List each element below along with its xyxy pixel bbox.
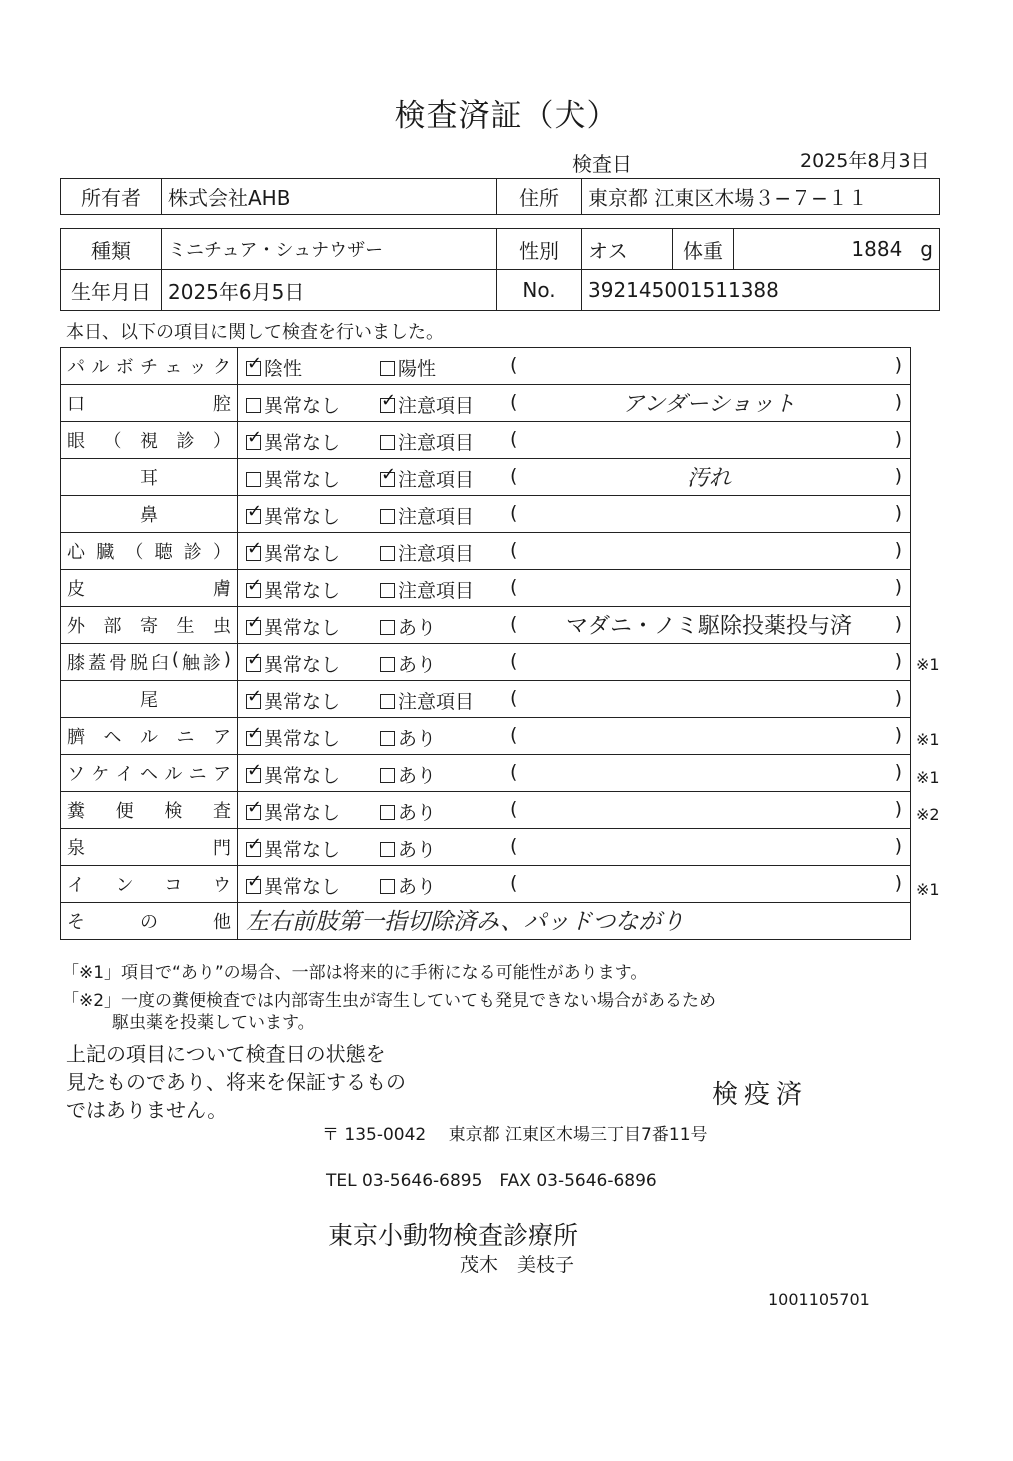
dob-label: 生年月日 <box>61 270 162 311</box>
option-2-label: あり <box>398 876 437 898</box>
checkbox-icon[interactable] <box>380 657 395 672</box>
exam-item-label <box>61 792 238 829</box>
exam-item-text: 耳 <box>140 468 158 489</box>
exam-item-text: 心 臓 （ 聴 診 ） <box>67 542 231 563</box>
paren-open: ( <box>510 724 518 746</box>
footnote-2a: 「※2」一度の糞便検査では内部寄生虫が寄生していても発見できない場合があるため <box>62 991 717 1011</box>
checkbox-icon[interactable] <box>380 768 395 783</box>
exam-row <box>61 348 911 385</box>
option-1-label: 異常なし <box>264 691 341 713</box>
checkbox-icon[interactable] <box>246 546 261 561</box>
option-2[interactable] <box>380 798 436 825</box>
checkbox-icon[interactable] <box>246 583 261 598</box>
exam-note: アンダーショット <box>622 392 796 417</box>
exam-row <box>61 533 911 570</box>
page-title: 検査済証（犬） <box>394 98 619 134</box>
paren-open: ( <box>510 428 518 450</box>
exam-options <box>238 570 911 607</box>
footnote-marker: ※1 <box>916 767 940 787</box>
option-2-label: あり <box>398 802 437 824</box>
option-2[interactable] <box>380 428 474 455</box>
exam-item-text: イ ン コ ウ <box>67 875 231 896</box>
checkbox-icon[interactable] <box>246 361 261 376</box>
option-1[interactable] <box>246 465 340 492</box>
option-1[interactable] <box>246 835 340 862</box>
exam-item-label <box>61 755 238 792</box>
other-note-cell <box>238 903 911 940</box>
exam-item-label <box>61 718 238 755</box>
option-2[interactable] <box>380 502 474 529</box>
option-2-label: 注意項目 <box>398 395 475 417</box>
option-2[interactable] <box>380 835 436 862</box>
paren-open: ( <box>510 835 518 857</box>
checkbox-icon[interactable] <box>380 694 395 709</box>
option-1-label: 異常なし <box>264 580 341 602</box>
checkbox-icon[interactable] <box>246 657 261 672</box>
exam-item-text: 外 部 寄 生 虫 <box>67 616 231 637</box>
paren-close: ) <box>894 687 902 709</box>
exam-options <box>238 607 911 644</box>
checkbox-icon[interactable] <box>380 398 395 413</box>
footnote-1: 「※1」項目で“あり”の場合、一部は将来的に手術になる可能性があります。 <box>62 963 648 983</box>
paren-close: ) <box>894 391 902 413</box>
paren-open: ( <box>510 391 518 413</box>
sex-label: 性別 <box>497 229 582 270</box>
option-1-label: 異常なし <box>264 617 341 639</box>
exam-row <box>61 422 911 459</box>
exam-row <box>61 570 911 607</box>
exam-row <box>61 681 911 718</box>
clinic-name: 東京小動物検査診療所 <box>328 1221 579 1250</box>
option-1-label: 異常なし <box>264 802 341 824</box>
exam-row <box>61 644 911 681</box>
exam-item-text: ソ ケ イ ヘ ル ニ ア <box>67 764 231 785</box>
paren-close: ) <box>894 576 902 598</box>
exam-item-label <box>61 496 238 533</box>
checkbox-icon[interactable] <box>380 731 395 746</box>
exam-options <box>238 829 911 866</box>
option-1-label: 異常なし <box>264 728 341 750</box>
option-2-label: 注意項目 <box>398 691 475 713</box>
checkbox-icon[interactable] <box>380 583 395 598</box>
exam-item-label <box>61 681 238 718</box>
footnote-marker: ※1 <box>916 730 940 749</box>
checkbox-icon[interactable] <box>246 472 261 487</box>
checkbox-icon[interactable] <box>246 879 261 894</box>
option-1-label: 異常なし <box>264 432 341 454</box>
exam-item-label <box>61 533 238 570</box>
exam-options <box>238 348 911 385</box>
exam-item-label <box>61 644 238 681</box>
checkbox-icon[interactable] <box>246 768 261 783</box>
option-1-label: 異常なし <box>264 839 341 861</box>
paren-close: ) <box>894 798 902 820</box>
paren-open: ( <box>510 798 518 820</box>
option-2-label: 注意項目 <box>398 506 475 528</box>
exam-options <box>238 681 911 718</box>
exam-item-label <box>61 385 238 422</box>
checkbox-icon[interactable] <box>246 435 261 450</box>
checkbox-icon[interactable] <box>380 805 395 820</box>
exam-row <box>61 718 911 755</box>
exam-date: 2025年8月3日 <box>800 150 930 172</box>
address-value: 東京都 江東区木場３−７−１１ <box>582 179 940 215</box>
checkbox-icon[interactable] <box>246 842 261 857</box>
paren-close: ) <box>894 354 902 376</box>
exam-item-label <box>61 607 238 644</box>
paren-close: ) <box>894 613 902 635</box>
option-2[interactable] <box>380 724 436 751</box>
option-2-label: あり <box>398 839 437 861</box>
exam-item-text: 糞 便 検 査 <box>67 801 231 822</box>
option-2-label: 陽性 <box>398 358 437 380</box>
option-1[interactable] <box>246 872 340 899</box>
checkbox-icon[interactable] <box>380 546 395 561</box>
paren-close: ) <box>894 650 902 672</box>
option-1[interactable] <box>246 613 340 640</box>
option-2-label: あり <box>398 654 437 676</box>
option-2-label: あり <box>398 728 437 750</box>
exam-grid <box>60 347 911 940</box>
owner-table <box>60 178 940 215</box>
paren-open: ( <box>510 761 518 783</box>
option-2[interactable] <box>380 872 436 899</box>
paren-close: ) <box>894 724 902 746</box>
option-1-label: 異常なし <box>264 543 341 565</box>
option-1[interactable] <box>246 428 340 455</box>
exam-options <box>238 422 911 459</box>
exam-item-text: 臍 ヘ ル ニ ア <box>67 727 231 748</box>
exam-date-label: 検査日 <box>572 152 632 176</box>
paren-open: ( <box>510 613 518 635</box>
option-1[interactable] <box>246 687 340 714</box>
option-2[interactable] <box>380 354 436 381</box>
intro-text: 本日、以下の項目に関して検査を行いました。 <box>66 322 444 343</box>
option-2-label: あり <box>398 617 437 639</box>
exam-item-label <box>61 459 238 496</box>
checkbox-icon[interactable] <box>380 509 395 524</box>
exam-options <box>238 755 911 792</box>
exam-row <box>61 385 911 422</box>
exam-row <box>61 792 911 829</box>
option-1[interactable] <box>246 761 340 788</box>
exam-row <box>61 866 911 903</box>
option-2[interactable] <box>380 539 474 566</box>
option-1-label: 陰性 <box>264 358 303 380</box>
clinic-address: 〒 135-0042 東京都 江東区木場三丁目7番11号 <box>322 1125 708 1145</box>
paren-close: ) <box>894 835 902 857</box>
weight-number: 1884 <box>851 237 903 261</box>
option-1-label: 異常なし <box>264 654 341 676</box>
checkbox-icon[interactable] <box>380 879 395 894</box>
option-2-label: 注意項目 <box>398 432 475 454</box>
option-1[interactable] <box>246 502 340 529</box>
exam-options <box>238 718 911 755</box>
exam-item-text: パ ル ボ チ ェ ッ ク <box>67 357 231 378</box>
paren-close: ) <box>894 428 902 450</box>
option-1-label: 異常なし <box>264 395 341 417</box>
checkbox-icon[interactable] <box>246 694 261 709</box>
exam-row <box>61 459 911 496</box>
serial-number: 1001105701 <box>768 1290 870 1309</box>
checkbox-icon[interactable] <box>246 805 261 820</box>
checkbox-icon[interactable] <box>380 620 395 635</box>
exam-row <box>61 607 911 644</box>
checkbox-icon[interactable] <box>246 509 261 524</box>
footnote-marker: ※1 <box>916 655 940 674</box>
exam-item-label <box>61 570 238 607</box>
paren-open: ( <box>510 576 518 598</box>
option-2[interactable] <box>380 650 436 677</box>
option-1[interactable] <box>246 354 302 381</box>
no-value: 392145001511388 <box>582 270 940 311</box>
quarantine-stamp: 検疫済 <box>712 1080 809 1110</box>
paren-open: ( <box>510 687 518 709</box>
vet-name: 茂木 美枝子 <box>460 1254 575 1276</box>
paren-close: ) <box>894 539 902 561</box>
exam-options <box>238 459 911 496</box>
checkbox-icon[interactable] <box>246 398 261 413</box>
option-1-label: 異常なし <box>264 469 341 491</box>
checkbox-icon[interactable] <box>246 731 261 746</box>
owner-label: 所有者 <box>61 179 162 215</box>
other-label: そ の 他 <box>67 912 231 933</box>
exam-item-text: 尾 <box>140 690 158 711</box>
paren-close: ) <box>894 502 902 524</box>
exam-options <box>238 866 911 903</box>
paren-open: ( <box>510 465 518 487</box>
paren-close: ) <box>894 465 902 487</box>
exam-item-text: 口 腔 <box>67 394 231 415</box>
exam-options <box>238 792 911 829</box>
option-2-label: あり <box>398 765 437 787</box>
option-1-label: 異常なし <box>264 876 341 898</box>
exam-item-text: 泉 門 <box>67 838 231 859</box>
clinic-tel-fax: TEL 03-5646-6895 FAX 03-5646-6896 <box>326 1171 657 1191</box>
exam-options <box>238 496 911 533</box>
checkbox-icon[interactable] <box>380 435 395 450</box>
checkbox-icon[interactable] <box>380 361 395 376</box>
paren-open: ( <box>510 650 518 672</box>
exam-item-label <box>61 348 238 385</box>
paren-open: ( <box>510 539 518 561</box>
paren-open: ( <box>510 354 518 376</box>
breed-label: 種類 <box>61 229 162 270</box>
option-1[interactable] <box>246 539 340 566</box>
exam-item-text: 膝 蓋 骨 脱 臼 ( 触 診 ) <box>67 649 231 674</box>
exam-options <box>238 385 911 422</box>
option-2[interactable] <box>380 465 474 492</box>
option-2[interactable] <box>380 576 474 603</box>
option-1[interactable] <box>246 576 340 603</box>
no-label: No. <box>497 270 582 311</box>
sex-value: オス <box>582 229 673 270</box>
option-1[interactable] <box>246 798 340 825</box>
option-2-label: 注意項目 <box>398 580 475 602</box>
option-2[interactable] <box>380 391 474 418</box>
option-2[interactable] <box>380 687 474 714</box>
checkbox-icon[interactable] <box>380 842 395 857</box>
option-2-label: 注意項目 <box>398 469 475 491</box>
breed-value: ミニチュア・シュナウザー <box>162 229 497 270</box>
option-1-label: 異常なし <box>264 506 341 528</box>
paren-open: ( <box>510 502 518 524</box>
exam-row <box>61 829 911 866</box>
paren-close: ) <box>894 872 902 894</box>
footnote-marker: ※1 <box>916 880 940 899</box>
exam-row-other <box>61 903 911 940</box>
exam-item-label <box>61 829 238 866</box>
footnote-2b: 駆虫薬を投薬しています。 <box>112 1013 315 1033</box>
paren-open: ( <box>510 872 518 894</box>
option-1[interactable] <box>246 724 340 751</box>
option-1[interactable] <box>246 391 340 418</box>
footnote-marker: ※2 <box>916 805 940 824</box>
checkbox-icon[interactable] <box>246 620 261 635</box>
exam-item-text: 鼻 <box>140 505 158 526</box>
exam-item-text: 皮 膚 <box>67 579 231 600</box>
other-note: 左右前肢第一指切除済み、パッドつながり <box>246 909 685 935</box>
weight-label: 体重 <box>673 229 734 270</box>
exam-row <box>61 496 911 533</box>
address-label: 住所 <box>497 179 582 215</box>
exam-item-label <box>61 903 238 940</box>
exam-options <box>238 644 911 681</box>
option-2-label: 注意項目 <box>398 543 475 565</box>
exam-note: 汚れ <box>686 466 731 491</box>
exam-item-label <box>61 422 238 459</box>
option-2[interactable] <box>380 613 436 640</box>
dob-value: 2025年6月5日 <box>162 270 497 311</box>
exam-note: マダニ・ノミ駆除投薬投与済 <box>565 614 852 639</box>
checkbox-icon[interactable] <box>380 472 395 487</box>
exam-options <box>238 533 911 570</box>
exam-item-label <box>61 866 238 903</box>
exam-item-text: 眼 （ 視 診 ） <box>67 431 231 452</box>
disclaimer: 上記の項目について検査日の状態を 見たものであり、将来を保証するもの ではありません。 <box>66 1042 406 1122</box>
option-2[interactable] <box>380 761 436 788</box>
weight-value <box>734 229 940 270</box>
pet-table <box>60 228 940 311</box>
owner-value: 株式会社AHB <box>162 179 497 215</box>
exam-row <box>61 755 911 792</box>
option-1[interactable] <box>246 650 340 677</box>
option-1-label: 異常なし <box>264 765 341 787</box>
paren-close: ) <box>894 761 902 783</box>
weight-unit: g <box>920 237 933 261</box>
